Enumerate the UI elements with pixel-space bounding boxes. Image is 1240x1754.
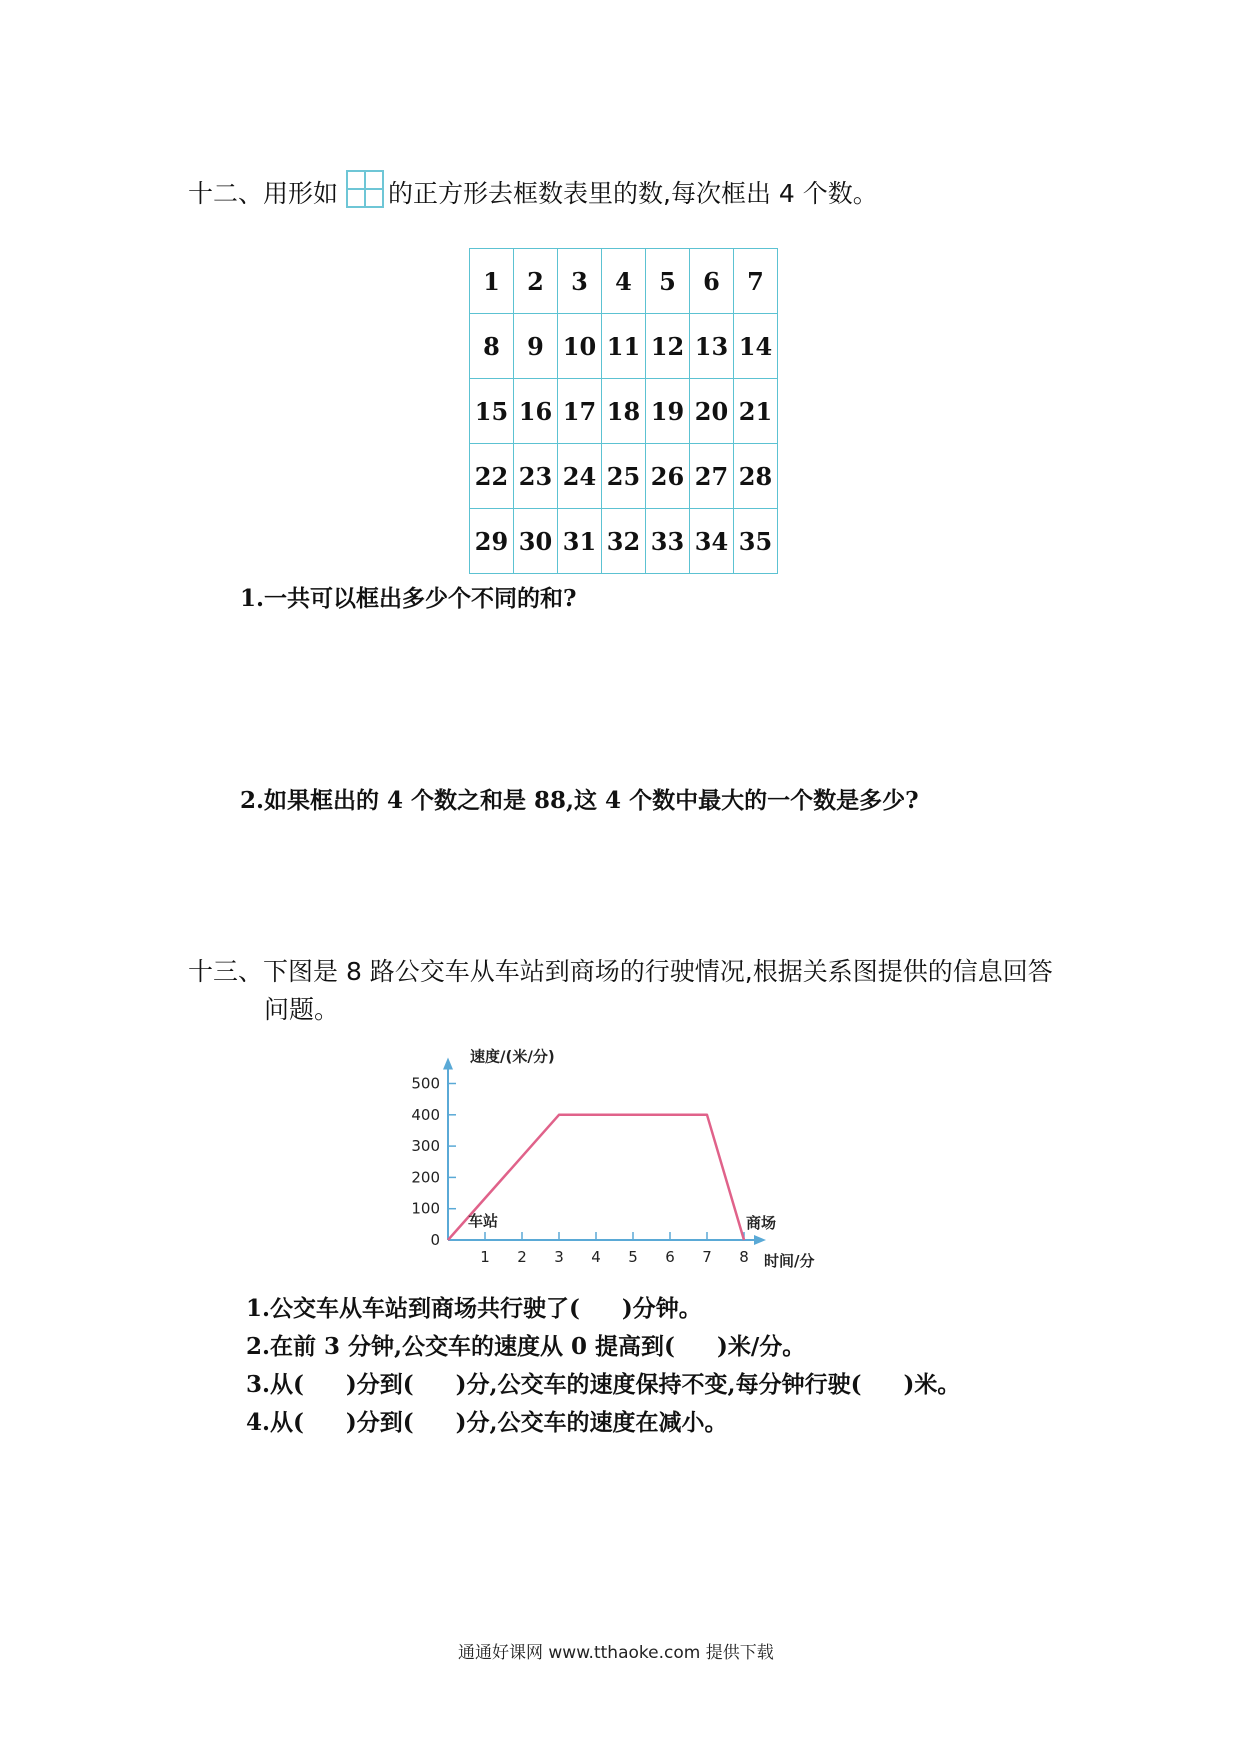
y-axis-label: 速度/(米/分)	[470, 1047, 555, 1066]
section-13-title-line1: 十三、下图是 8 路公交车从车站到商场的行驶情况,根据关系图提供的信息回答	[188, 957, 1053, 986]
table-cell: 1	[470, 249, 514, 314]
question-13-2-text-a: 2.在前 3 分钟,公交车的速度从 0 提高到(	[246, 1333, 675, 1360]
question-12-2: 2.如果框出的 4 个数之和是 88,这 4 个数中最大的一个数是多少?	[240, 787, 919, 814]
station-label: 车站	[468, 1212, 499, 1230]
table-cell: 6	[690, 249, 734, 314]
footer-text: 通通好课网 www.tthaoke.com 提供下载	[458, 1643, 774, 1663]
table-cell: 7	[734, 249, 778, 314]
y-axis-arrow	[443, 1058, 453, 1070]
table-cell: 8	[470, 314, 514, 379]
section-12-title-prefix: 十二、用形如	[188, 179, 339, 208]
table-row	[470, 314, 778, 379]
table-row	[470, 444, 778, 509]
x-tick-label: 5	[628, 1248, 638, 1266]
table-cell: 20	[690, 379, 734, 444]
table-cell: 16	[514, 379, 558, 444]
question-13-4-text-c: )分,公交车的速度在减小。	[455, 1409, 728, 1436]
x-tick-label: 8	[739, 1248, 749, 1266]
mall-label: 商场	[746, 1214, 777, 1232]
section-12-title-suffix: 的正方形去框数表里的数,每次框出 4 个数。	[388, 179, 878, 208]
table-cell: 12	[646, 314, 690, 379]
x-tick-label: 1	[480, 1248, 490, 1266]
table-cell: 33	[646, 509, 690, 574]
section-13-title-line2: 问题。	[264, 995, 340, 1024]
question-13-1-text-a: 1.公交车从车站到商场共行驶了(	[246, 1295, 580, 1322]
y-tick-label: 200	[411, 1168, 440, 1187]
question-13-3-text-a: 3.从(	[246, 1371, 304, 1398]
table-cell: 15	[470, 379, 514, 444]
question-13-2	[246, 1332, 805, 1362]
square-grid-icon	[346, 170, 384, 208]
y-tick-label: 500	[411, 1074, 440, 1093]
table-cell: 22	[470, 444, 514, 509]
y-tick-label: 100	[411, 1199, 440, 1218]
table-cell: 10	[558, 314, 602, 379]
x-tick-label: 4	[591, 1248, 601, 1266]
table-cell: 25	[602, 444, 646, 509]
x-tick-label: 6	[665, 1248, 675, 1266]
x-axis-label: 时间/分	[764, 1252, 815, 1270]
question-13-4	[246, 1408, 728, 1438]
x-axis-arrow	[754, 1235, 766, 1245]
table-cell: 4	[602, 249, 646, 314]
question-13-4-text-a: 4.从(	[246, 1409, 304, 1436]
table-cell: 18	[602, 379, 646, 444]
table-cell: 9	[514, 314, 558, 379]
table-cell: 19	[646, 379, 690, 444]
x-tick-label: 2	[517, 1248, 527, 1266]
table-row	[470, 379, 778, 444]
table-cell: 13	[690, 314, 734, 379]
question-13-3-text-d: )米。	[903, 1371, 961, 1398]
section-12-title	[188, 170, 878, 210]
y-tick-label: 300	[411, 1137, 440, 1156]
y-tick-label: 400	[411, 1105, 440, 1124]
question-13-3-text-c: )分,公交车的速度保持不变,每分钟行驶(	[455, 1371, 862, 1398]
speed-time-chart	[400, 1030, 850, 1270]
table-row	[470, 509, 778, 574]
table-cell: 3	[558, 249, 602, 314]
number-table	[469, 248, 778, 574]
table-cell: 21	[734, 379, 778, 444]
table-row	[470, 249, 778, 314]
table-cell: 2	[514, 249, 558, 314]
x-tick-label: 7	[702, 1248, 712, 1266]
table-cell: 28	[734, 444, 778, 509]
question-12-1: 1.一共可以框出多少个不同的和?	[240, 585, 577, 612]
question-13-3-text-b: )分到(	[345, 1371, 414, 1398]
question-13-1-text-b: )分钟。	[621, 1295, 702, 1322]
table-cell: 35	[734, 509, 778, 574]
x-tick-label: 3	[554, 1248, 564, 1266]
table-cell: 26	[646, 444, 690, 509]
question-13-3	[246, 1370, 960, 1400]
table-cell: 30	[514, 509, 558, 574]
table-cell: 31	[558, 509, 602, 574]
table-cell: 34	[690, 509, 734, 574]
table-cell: 29	[470, 509, 514, 574]
table-cell: 5	[646, 249, 690, 314]
y-tick-label: 0	[430, 1231, 440, 1249]
question-13-4-text-b: )分到(	[345, 1409, 414, 1436]
table-cell: 23	[514, 444, 558, 509]
table-cell: 17	[558, 379, 602, 444]
table-cell: 11	[602, 314, 646, 379]
table-cell: 24	[558, 444, 602, 509]
table-cell: 32	[602, 509, 646, 574]
table-cell: 14	[734, 314, 778, 379]
table-cell: 27	[690, 444, 734, 509]
question-13-1	[246, 1294, 702, 1324]
question-13-2-text-b: )米/分。	[716, 1333, 806, 1360]
